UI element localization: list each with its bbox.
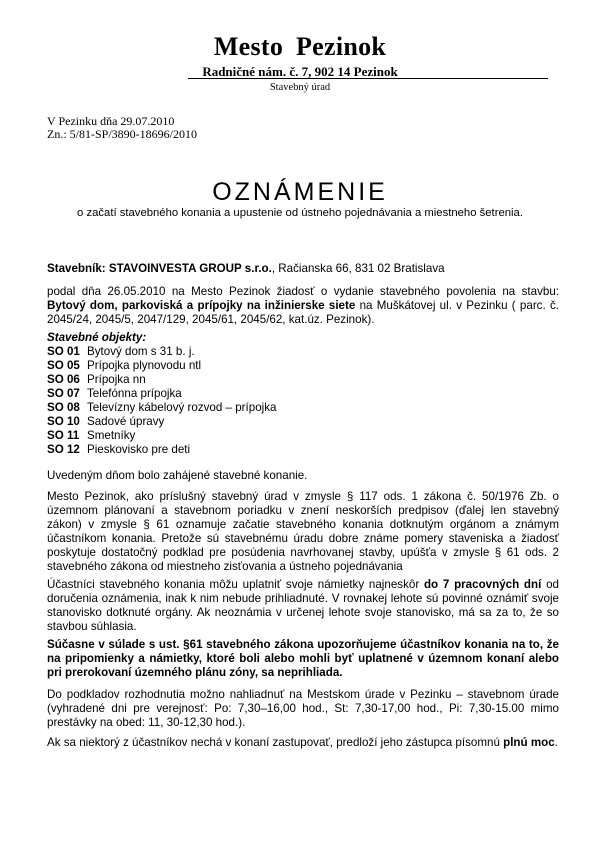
place-date: V Pezinku dňa 29.07.2010 [47, 114, 175, 128]
document-title: OZNÁMENIE [212, 178, 388, 206]
objections-text-1: Účastníci stavebného konania môžu uplatniť svoje námietky najneskôr [47, 578, 424, 591]
objects-title: Stavebné objekty: [47, 331, 147, 344]
representation-text-2: . [554, 736, 558, 749]
object-code: SO 06 [47, 373, 80, 386]
object-code: SO 12 [47, 443, 80, 456]
builder-address: , Račianska 66, 831 02 Bratislava [271, 262, 445, 275]
objects-list [47, 345, 276, 457]
representation-text-1: Ak sa niektorý z účastníkov nechá v konaní zastupovať, predloží jeho zástupca písomnú [47, 736, 504, 749]
object-name: Telefónna prípojka [87, 387, 182, 400]
objections-paragraph [47, 578, 559, 634]
object-code: SO 11 [47, 429, 80, 442]
notice-paragraph: Súčasne v súlade s ust. §61 stavebného zákona upozorňujeme účastníkov konania na to, že na pripomienky a námietky, ktoré boli alebo mohli byť uplatnené v územnom konaní alebo pri prerokovaní územného plánu zóny, sa neprihliada. [47, 638, 559, 679]
object-name: Pieskovisko pre deti [87, 443, 191, 456]
project-name: Bytový dom, parkoviská a prípojky na inžinierske siete [47, 299, 356, 312]
list-item [47, 387, 276, 401]
authority-paragraph: Mesto Pezinok, ako príslušný stavebný úrad v zmysle § 117 ods. 1 zákona č. 50/1976 Zb. o územnom plánovaní a stavebnom poriadku v znení neskorších predpisov (ďalej len stavebný zákon) v zmysle § 61 oznamuje začatie stavebného konania dotknutým orgánom a známym účastníkom konania. Pretože sú stavebnému úradu dobre známe pomery staveniska a žiadosť poskytuje dostatočný podklad pre posúdenia navrhovanej stavby, upúšťa v zmysle § 61 ods. 2 stavebného zákona od miestneho zisťovania a ústneho pojednávania [47, 490, 559, 573]
reference-number: Zn.: 5/81-SP/3890-18696/2010 [47, 127, 198, 141]
representation-paragraph [47, 736, 559, 750]
list-item [47, 429, 276, 443]
object-code: SO 08 [47, 401, 80, 414]
object-code: SO 10 [47, 415, 80, 428]
object-code: SO 07 [47, 387, 80, 400]
inspection-paragraph: Do podkladov rozhodnutia možno nahliadnuť na Mestskom úrade v Pezinku – stavebnom úrade (vyhradené dni pre verejnosť: Po: 7,30–16,00 hod., St: 7,30-17,00 hod., Pi: 7,30-15.00 mimo prestávky na obed: 11, 30-12,30 hod.). [47, 688, 559, 729]
object-code: SO 01 [47, 345, 80, 358]
list-item [47, 443, 276, 457]
object-name: Prípojka nn [87, 373, 146, 386]
list-item [47, 359, 276, 373]
object-code: SO 05 [47, 359, 80, 372]
object-name: Sadové úpravy [87, 415, 165, 428]
list-item [47, 401, 276, 415]
object-name: Smetníky [87, 429, 136, 442]
object-name: Televízny kábelový rozvod – prípojka [87, 401, 277, 414]
org-address: Radničné nám. č. 7, 902 14 Pezinok [202, 64, 398, 79]
power-of-attorney: plnú moc [503, 736, 555, 749]
proceedings-started: Uvedeným dňom bolo zahájené stavebné konanie. [47, 469, 308, 482]
builder-label: Stavebník: [47, 262, 106, 275]
builder-company: STAVOINVESTA GROUP s.r.o. [108, 262, 272, 275]
document-subtitle: o začatí stavebného konania a upustenie od ústneho pojednávania a miestneho šetrenia. [77, 207, 523, 219]
header-divider [188, 78, 548, 79]
list-item [47, 415, 276, 429]
application-text-1: podal dňa 26.05.2010 na Mesto Pezinok žiadosť o vydanie stavebného povolenia na stavbu: [47, 285, 559, 298]
objections-text-2: od doručenia oznámenia, inak k nim nebude prihliadnuté. V rovnakej lehote sú povinné oznámiť svoje stanovisko dotknuté orgány. Ak neoznámia v určenej lehote svoje stanovisko, má sa za to, že so stavbou súhlasia. [47, 578, 559, 633]
list-item [47, 345, 276, 359]
department-name: Stavebný úrad [269, 82, 331, 93]
object-name: Bytový dom s 31 b. j. [87, 345, 195, 358]
builder-line [47, 262, 559, 276]
application-paragraph [47, 285, 559, 327]
org-name: Mesto Pezinok [213, 32, 387, 61]
list-item [47, 373, 276, 387]
object-name: Prípojka plynovodu ntl [87, 359, 202, 372]
objections-deadline: do 7 pracovných dní [423, 578, 542, 591]
application-text-2: na Muškátovej ul. v Pezinku ( parc. č. 2045/24, 2045/5, 2047/129, 2045/61, 2045/62, kat.úz. Pezinok). [47, 299, 559, 326]
